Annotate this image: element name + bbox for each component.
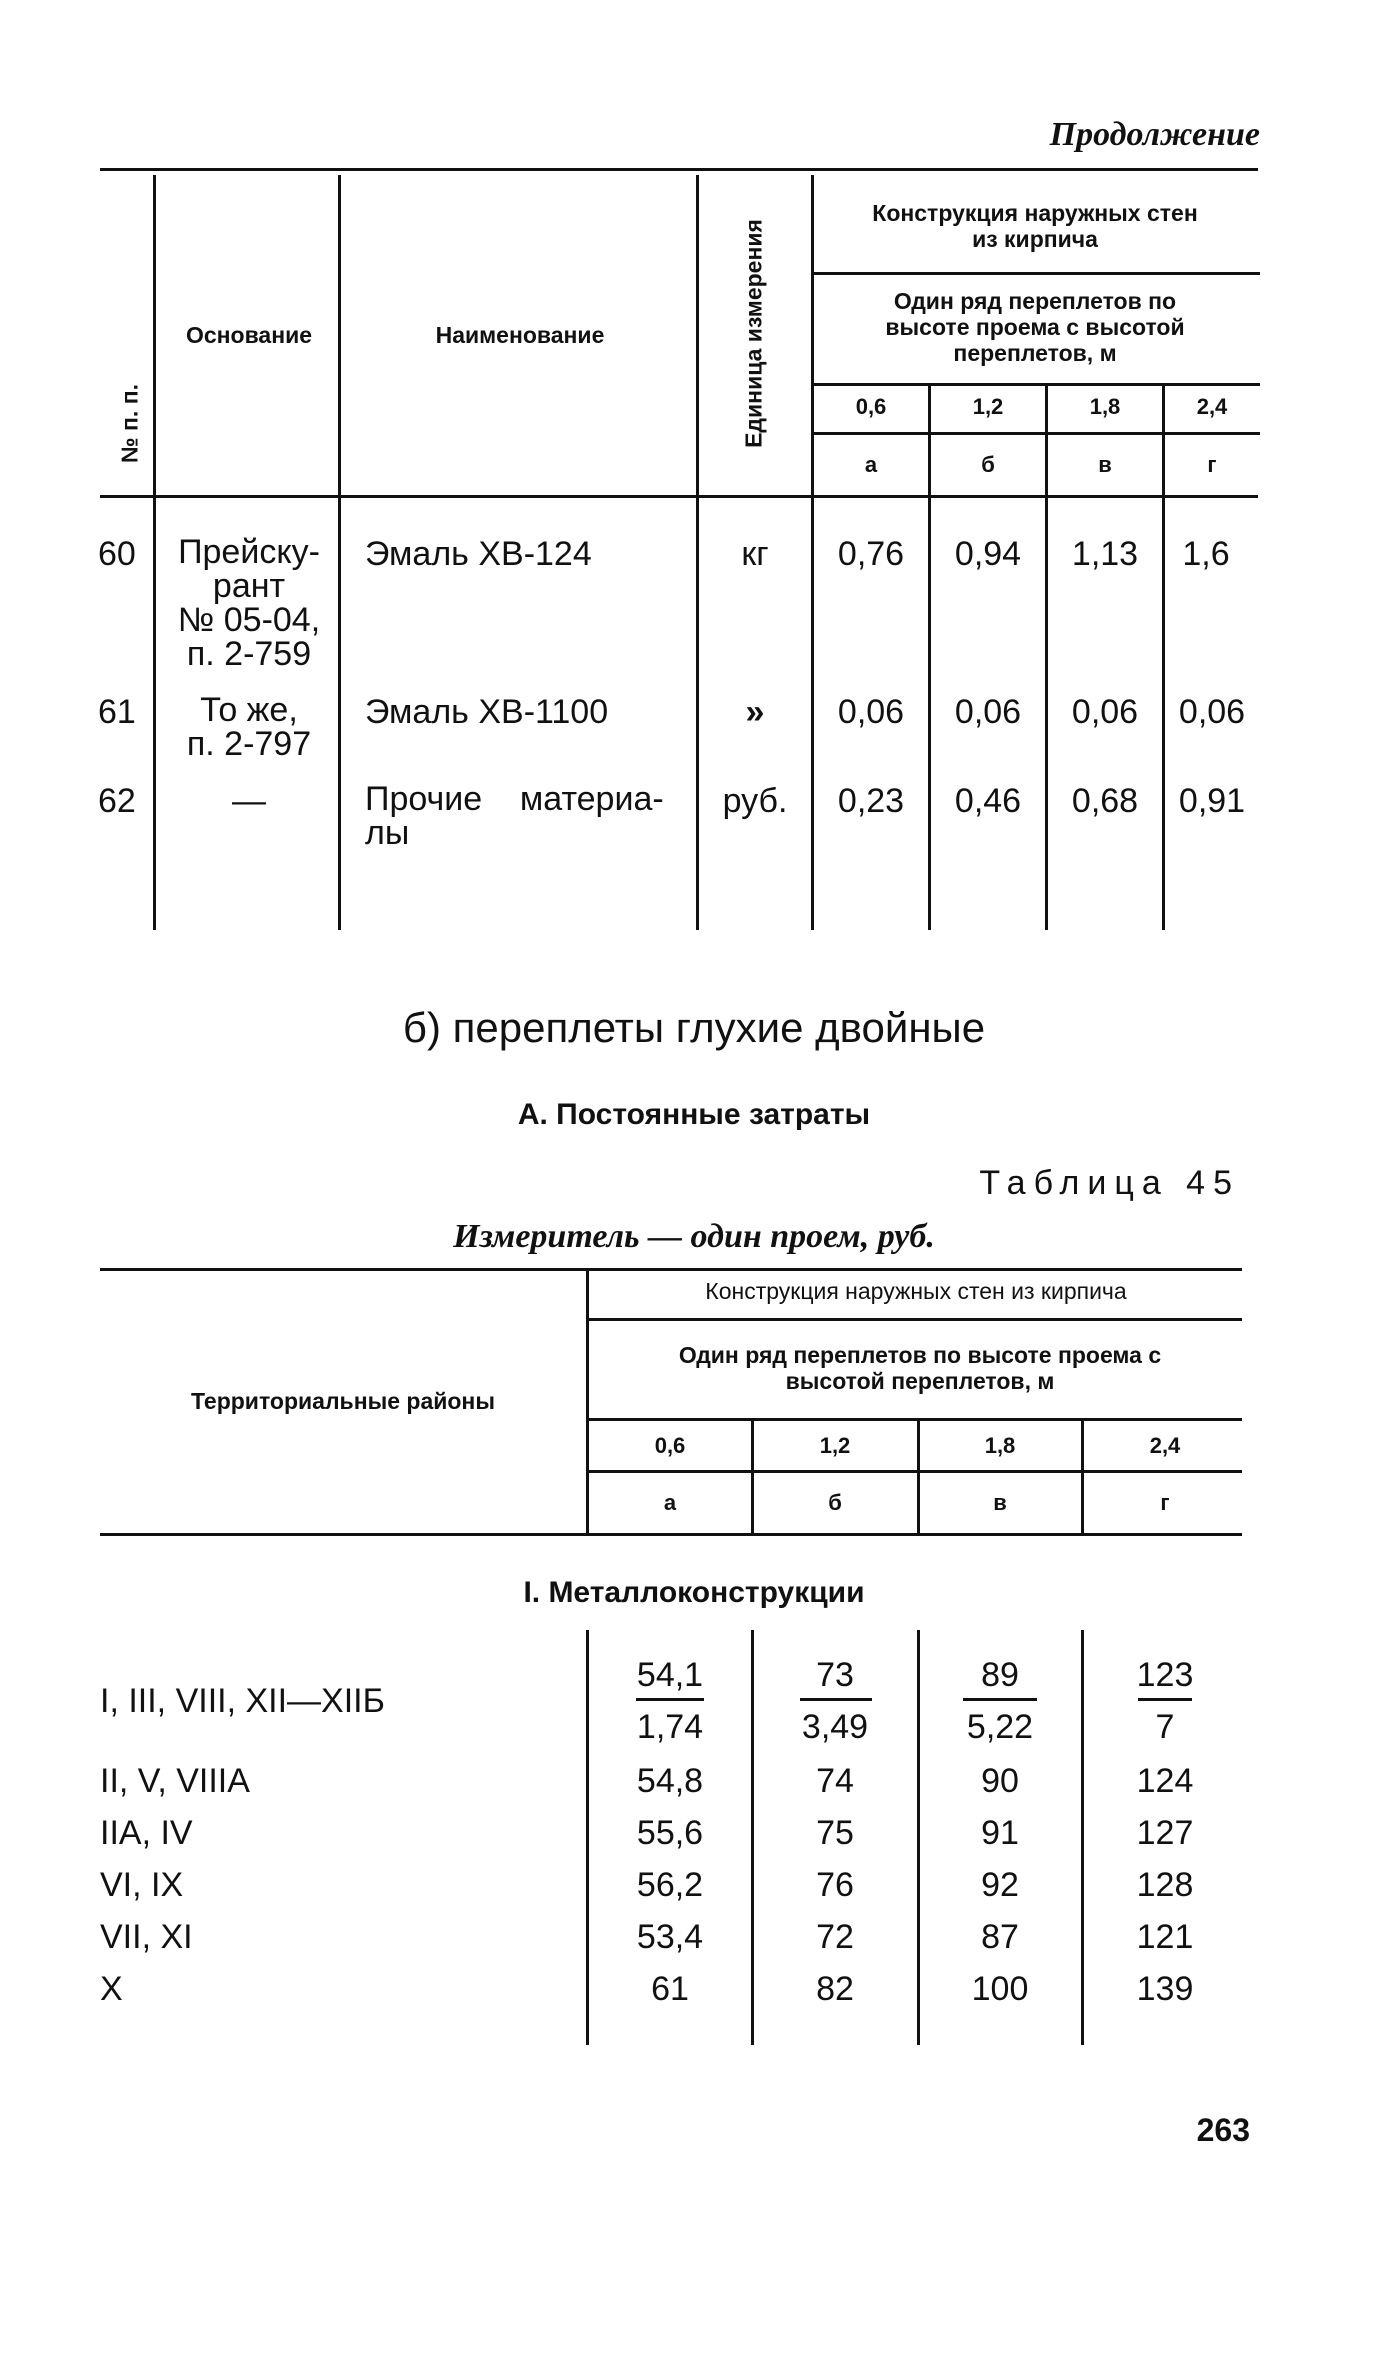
table1-top-rule xyxy=(100,168,1258,171)
table1-height: 1,8 xyxy=(1089,394,1121,419)
row-value: 92 xyxy=(981,1866,1019,1904)
row-value: 0,76 xyxy=(837,535,905,573)
row-region: X xyxy=(100,1970,123,2008)
subsection-title: А. Постоянные затраты xyxy=(517,1098,871,1131)
row-name xyxy=(365,782,685,850)
header-regions: Территориальные районы xyxy=(191,1388,495,1414)
row-value: 53,4 xyxy=(636,1918,704,1956)
row-value: 0,68 xyxy=(1071,782,1139,820)
name-line: лы xyxy=(365,814,410,852)
table2-col-rule xyxy=(586,1270,589,1535)
row-value: 139 xyxy=(1136,1970,1194,2008)
row-unit: » xyxy=(745,693,765,731)
header-row-desc: Один ряд переплетов по высоте проема с высотой переплетов, м xyxy=(885,288,1185,366)
row-value: 82 xyxy=(816,1970,854,2008)
measure-label: Измеритель — один проем, руб. xyxy=(453,1218,935,1255)
table2-header-rule-2 xyxy=(588,1418,1242,1421)
table1-col-rule xyxy=(696,175,699,930)
row-region: VI, IX xyxy=(100,1866,184,1904)
table-label: Таблица 45 xyxy=(979,1164,1240,1202)
table1-col-rule xyxy=(1045,385,1048,930)
table2-height: 2,4 xyxy=(1149,1433,1181,1458)
table2-body-rule xyxy=(586,1630,589,2045)
table2-col-rule xyxy=(1081,1420,1084,1535)
fraction-bar xyxy=(636,1698,704,1701)
fraction-numerator: 54,1 xyxy=(636,1656,704,1694)
fraction-denominator: 1,74 xyxy=(636,1708,704,1746)
basis-line: рант xyxy=(212,567,286,605)
row-basis xyxy=(160,782,338,821)
table1-height: 0,6 xyxy=(855,394,887,419)
table1-letter: а xyxy=(864,452,878,477)
table2-height: 1,8 xyxy=(984,1433,1016,1458)
table2-letter: г xyxy=(1160,1490,1170,1515)
row-region: VII, XI xyxy=(100,1918,193,1956)
row-value: 1,6 xyxy=(1182,535,1230,573)
row-value: 0,06 xyxy=(837,693,905,731)
table1-height: 2,4 xyxy=(1196,394,1228,419)
row-value: 56,2 xyxy=(636,1866,704,1904)
table1-height: 1,2 xyxy=(972,394,1004,419)
row-value: 54,8 xyxy=(636,1762,704,1800)
row-basis xyxy=(160,535,338,671)
basis-line: Прейску- xyxy=(178,533,320,571)
table1-header-rule-1 xyxy=(812,272,1260,275)
table2-letter: б xyxy=(828,1490,842,1515)
row-name: Эмаль ХВ-1100 xyxy=(365,693,609,731)
row-value: 1,13 xyxy=(1071,535,1139,573)
row-value: 61 xyxy=(651,1970,689,2008)
fraction-bar xyxy=(1138,1698,1192,1701)
table1-header-rule-2 xyxy=(812,383,1260,386)
table2-header-rule-3 xyxy=(588,1470,1242,1473)
table2-header-rule-1 xyxy=(588,1318,1242,1321)
header-construction: Конструкция наружных стен из кирпича xyxy=(705,1278,1127,1304)
fraction-denominator: 7 xyxy=(1155,1708,1175,1746)
row-num: 62 xyxy=(98,782,136,820)
row-value: 87 xyxy=(981,1918,1019,1956)
basis-line: п. 2-797 xyxy=(186,725,312,763)
row-basis xyxy=(160,693,338,761)
fraction-denominator: 3,49 xyxy=(801,1708,869,1746)
header-basis: Основание xyxy=(185,322,313,348)
row-value: 76 xyxy=(816,1866,854,1904)
fraction-numerator: 123 xyxy=(1136,1656,1194,1694)
row-value: 0,94 xyxy=(954,535,1022,573)
row-region: I, III, VIII, XII—XIIБ xyxy=(100,1682,385,1720)
fraction-denominator: 5,22 xyxy=(966,1708,1034,1746)
fraction-bar xyxy=(963,1698,1037,1701)
basis-line: п. 2-759 xyxy=(186,635,312,673)
table1-col-rule xyxy=(811,175,814,930)
table1-col-rule xyxy=(338,175,341,930)
row-value: 0,46 xyxy=(954,782,1022,820)
table1-col-rule xyxy=(153,175,156,930)
row-name: Эмаль ХВ-124 xyxy=(365,535,592,573)
header-name: Наименование xyxy=(435,322,605,348)
row-value: 128 xyxy=(1136,1866,1194,1904)
table1-letter: г xyxy=(1207,452,1217,477)
row-value: 127 xyxy=(1136,1814,1194,1852)
fraction-numerator: 73 xyxy=(816,1656,854,1694)
fraction-bar xyxy=(800,1698,872,1701)
table1-col-rule xyxy=(928,385,931,930)
row-value: 0,06 xyxy=(954,693,1022,731)
row-value: 124 xyxy=(1136,1762,1194,1800)
row-value: 100 xyxy=(971,1970,1029,2008)
row-value: 55,6 xyxy=(636,1814,704,1852)
section-title: б) переплеты глухие двойные xyxy=(402,1004,986,1051)
table1-header-rule-3 xyxy=(812,432,1260,435)
row-value: 0,06 xyxy=(1178,693,1246,731)
row-num: 60 xyxy=(98,535,136,573)
row-region: IIA, IV xyxy=(100,1814,193,1852)
basis-line: То же, xyxy=(200,691,298,729)
table1-letter: б xyxy=(981,452,995,477)
row-unit: руб. xyxy=(722,782,788,820)
name-line: Прочие материа- xyxy=(365,780,664,818)
table1-letter: в xyxy=(1098,452,1112,477)
table1-col-rule xyxy=(1162,385,1165,930)
row-region: II, V, VIIIA xyxy=(100,1762,250,1800)
page-number: 263 xyxy=(1196,2112,1250,2148)
row-value: 75 xyxy=(816,1814,854,1852)
table2-letter: в xyxy=(993,1490,1007,1515)
table2-body-rule xyxy=(1081,1630,1084,2045)
table1-header-bottom-rule xyxy=(100,495,1258,498)
table2-col-rule xyxy=(751,1420,754,1535)
row-value: 0,06 xyxy=(1071,693,1139,731)
table2-height: 1,2 xyxy=(819,1433,851,1458)
header-construction: Конструкция наружных стен из кирпича xyxy=(872,200,1198,252)
header-row-desc: Один ряд переплетов по высоте проема с высотой переплетов, м xyxy=(678,1342,1162,1394)
table2-body-rule xyxy=(751,1630,754,2045)
basis-line: № 05-04, xyxy=(177,601,321,639)
row-value: 0,23 xyxy=(837,782,905,820)
header-unit: Единица измерения xyxy=(740,219,767,448)
row-value: 90 xyxy=(981,1762,1019,1800)
group-title: I. Металлоконструкции xyxy=(523,1576,865,1609)
continuation-label: Продолжение xyxy=(1049,116,1260,153)
table2-letter: а xyxy=(663,1490,677,1515)
basis-line: — xyxy=(232,782,266,820)
table2-header-bottom-rule xyxy=(100,1533,1242,1536)
row-unit: кг xyxy=(741,535,769,573)
row-value: 72 xyxy=(816,1918,854,1956)
row-num: 61 xyxy=(98,693,136,731)
row-value: 91 xyxy=(981,1814,1019,1852)
table2-height: 0,6 xyxy=(654,1433,686,1458)
table2-top-rule xyxy=(100,1268,1242,1271)
header-num: № п. п. xyxy=(116,384,143,463)
row-value: 121 xyxy=(1136,1918,1194,1956)
row-value: 0,91 xyxy=(1178,782,1246,820)
fraction-numerator: 89 xyxy=(981,1656,1019,1694)
row-value: 74 xyxy=(816,1762,854,1800)
